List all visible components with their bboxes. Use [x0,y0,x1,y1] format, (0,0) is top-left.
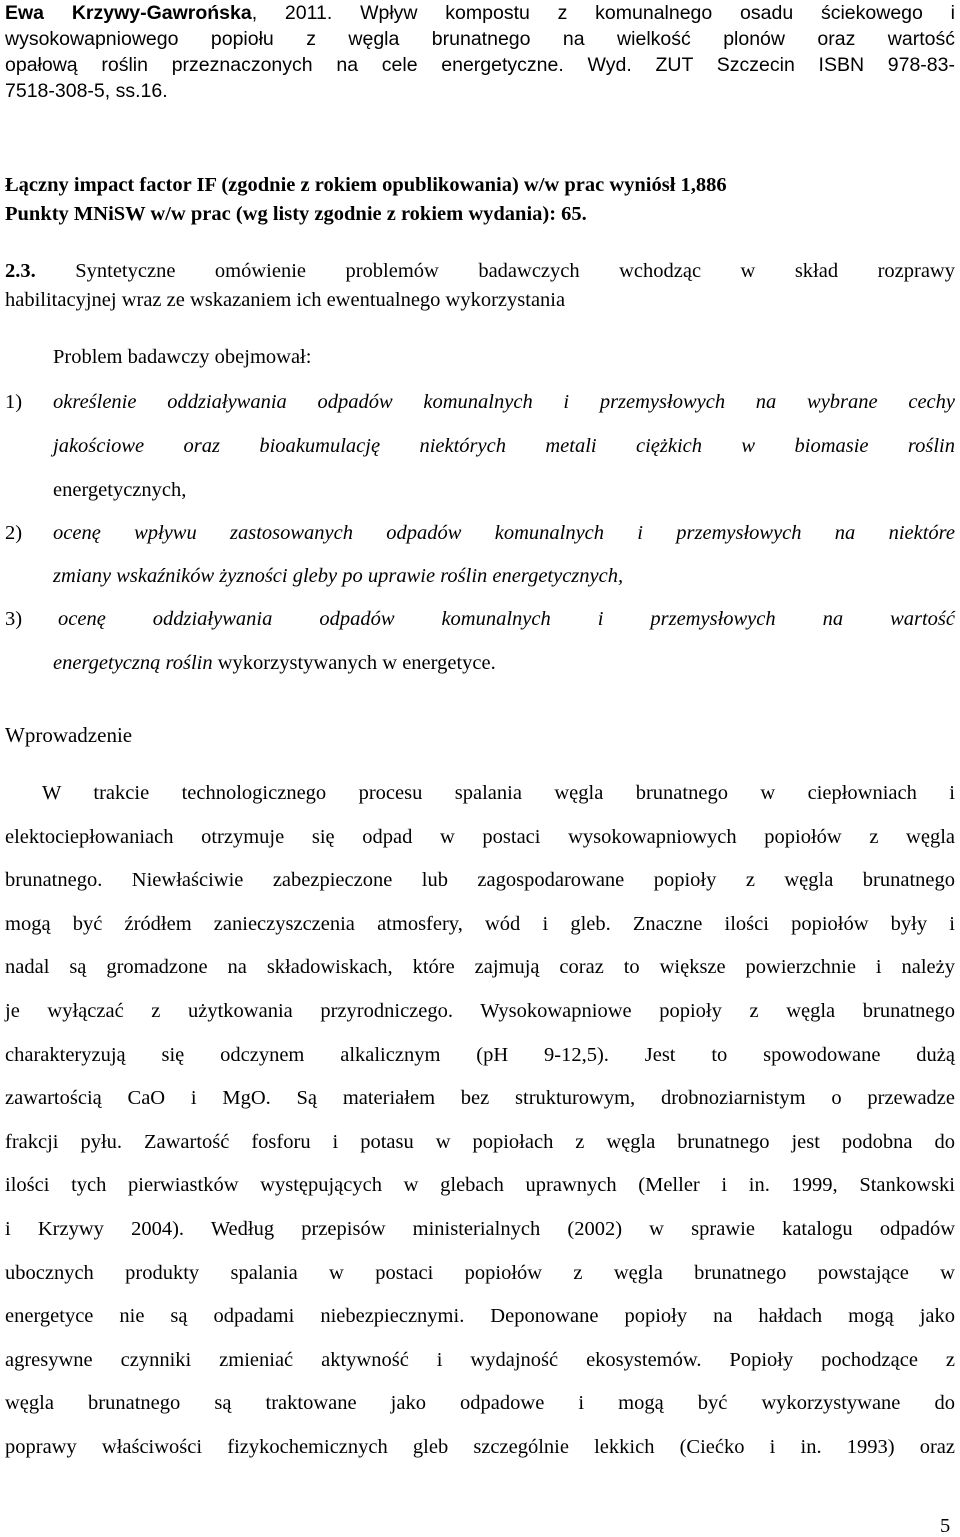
introduction-line: charakteryzują się odczynem alkalicznym (pH 9-12,5). Jest to spowodowane dużą [5,1043,955,1066]
citation-line: 7518-308-5, ss.16. [5,80,168,102]
introduction-line: i Krzywy 2004). Według przepisów ministerialnych (2002) w sprawie katalogu odpadów [5,1218,955,1240]
introduction-line: elektociepłowaniach otrzymuje się odpad w postaci wysokowapniowych popiołów z węgla [5,825,955,848]
introduction-line: poprawy właściwości fizykochemicznych gleb szczególnie lekkich (Ciećko i in. 1993) oraz [5,1436,955,1458]
introduction-line: W trakcie technologicznego procesu spalania węgla brunatnego w ciepłowniach i [42,782,955,804]
introduction-line: energetyce nie są odpadami niebezpiecznymi. Deponowane popioły na hałdach mogą jako [5,1305,955,1328]
introduction-line: frakcji pyłu. Zawartość fosforu i potasu w popiołach z węgla brunatnego jest podobna do [5,1130,955,1153]
section-number: 2.3. [5,260,36,282]
problem-line: określenie oddziaływania odpadów komunalnych i przemysłowych na wybrane cechy [53,391,955,413]
section-heading-line: 2.3. Syntetyczne omówienie problemów badawczych wchodząc w skład rozprawy [5,260,955,282]
citation-line: wysokowapniowego popiołu z węgla brunatnego na wielkość plonów oraz wartość [5,28,955,50]
problem-number: 1) [5,391,23,413]
problem-line: energetyczną roślin wykorzystywanych w energetyce. [53,652,496,674]
problem-intro: Problem badawczy obejmował: [53,346,312,368]
section-heading-line: habilitacyjnej wraz ze wskazaniem ich ewentualnego wykorzystania [5,289,566,311]
introduction-line: mogą być źródłem zanieczyszczenia atmosfery, wód i gleb. Znaczne ilości popiołów były i [5,912,955,935]
introduction-line: ubocznych produkty spalania w postaci popiołów z węgla brunatnego powstające w [5,1261,955,1284]
introduction-line: nadal są gromadzone na składowiskach, które zajmują coraz to większe powierzchnie i należy [5,956,955,979]
introduction-line: zawartością CaO i MgO. Są materiałem bez strukturowym, drobnoziarnistym o przewadze [5,1087,955,1110]
problem-line: zmiany wskaźników żyzności gleby po uprawie roślin energetycznych, [53,565,624,587]
citation-line: Ewa Krzywy-Gawrońska, 2011. Wpływ kompostu z komunalnego osadu ściekowego i [5,2,955,24]
mnisw-points-summary: Punkty MNiSW w/w prac (wg listy zgodnie z rokiem wydania): 65. [5,203,587,225]
introduction-line: brunatnego. Niewłaściwie zabezpieczone lub zagospodarowane popioły z węgla brunatnego [5,869,955,892]
problem-line: ocenę oddziaływania odpadów komunalnych i przemysłowych na wartość [58,608,955,630]
citation-line: opałową roślin przeznaczonych na cele energetyczne. Wyd. ZUT Szczecin ISBN 978-83- [5,54,955,76]
introduction-line: je wyłączać z użytkowania przyrodniczego. Wysokowapniowe popioły z węgla brunatnego [5,1000,955,1022]
problem-line: ocenę wpływu zastosowanych odpadów komunalnych i przemysłowych na niektóre [53,522,955,544]
problem-line: energetycznych, [53,479,187,501]
introduction-line: ilości tych pierwiastków występujących w glebach uprawnych (Meller i in. 1999, Stankowski [5,1174,955,1197]
introduction-line: agresywne czynniki zmieniać aktywność i wydajność ekosystemów. Popioły pochodzące z [5,1348,955,1371]
problem-number: 3) [5,608,23,630]
impact-factor-summary: Łączny impact factor IF (zgodnie z rokiem opublikowania) w/w prac wyniósł 1,886 [5,174,727,196]
introduction-heading: Wprowadzenie [5,723,133,747]
introduction-line: węgla brunatnego są traktowane jako odpadowe i mogą być wykorzystywane do [5,1392,955,1415]
page-number: 5 [940,1515,951,1537]
problem-number: 2) [5,522,23,544]
problem-line: jakościowe oraz bioakumulację niektórych metali ciężkich w biomasie roślin [53,435,956,457]
